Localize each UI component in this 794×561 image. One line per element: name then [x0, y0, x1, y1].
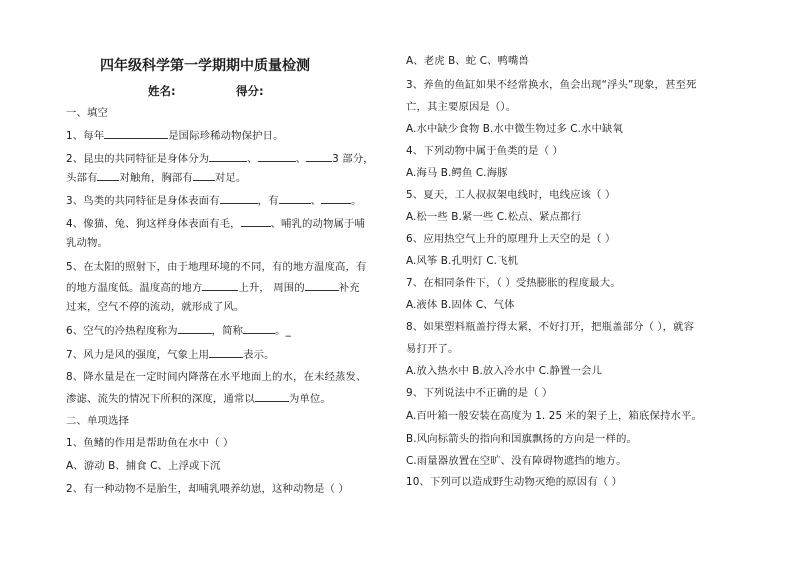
question-choice-10: 10、下列可以造成野生动物灭绝的原因有（ ）: [406, 476, 623, 488]
answer-blank[interactable]: [202, 280, 238, 291]
question-fill-5-cont: 的地方温度低。温度高的地方 上升， 周围的 补充: [66, 282, 360, 294]
question-fill-7: 7、风力是风的强度，气象上用 表示。: [66, 349, 275, 361]
question-fill-2: 2、昆虫的共同特征是身体分为 、 、 3 部分，: [66, 153, 374, 165]
answer-blank[interactable]: [305, 280, 339, 291]
answer-blank[interactable]: [241, 216, 271, 227]
question-choice-3-cont: 亡，其主要原因是（）。: [406, 101, 517, 113]
question-fill-3: 3、鸟类的共同特征是身体表面有 ，有 、 。: [66, 195, 362, 207]
question-choice-6: 6、应用热空气上升的原理升上天空的是（ ）: [406, 233, 616, 245]
answer-blank[interactable]: [255, 391, 289, 402]
answer-blank[interactable]: [306, 151, 332, 162]
page-title: 四年级科学第一学期期中质量检测: [100, 58, 310, 74]
question-choice-8: 8、如果塑料瓶盖拧得太紧，不好打开，把瓶盖部分（ ），就容: [406, 321, 695, 333]
question-choice-4-options: A.海马 B.鳄鱼 C.海豚: [406, 167, 508, 179]
question-fill-1: 1、每年 是国际珍稀动物保护日。: [66, 130, 284, 142]
question-choice-5: 5、夏天，工人叔叔架电线时，电线应该（ ）: [406, 189, 616, 201]
score-label: 得分:: [236, 84, 264, 98]
section-heading-choice: 二、单项选择: [66, 415, 129, 427]
question-choice-9-option-c: C.雨量器放置在空旷、没有障碍物遮挡的地方。: [406, 455, 627, 467]
question-choice-8-cont: 易打开了。: [406, 343, 459, 355]
answer-blank[interactable]: [178, 323, 212, 334]
question-choice-1: 1、鱼鳍的作用是帮助鱼在水中（ ）: [66, 437, 234, 449]
answer-blank[interactable]: [209, 347, 243, 358]
answer-blank[interactable]: [97, 170, 119, 181]
question-fill-5: 5、在太阳的照射下，由于地理环境的不同，有的地方温度高，有: [66, 261, 367, 273]
question-choice-2: 2、有一种动物不是胎生，却哺乳喂养幼崽，这种动物是（ ）: [66, 483, 349, 495]
answer-blank[interactable]: [193, 170, 215, 181]
question-choice-5-options: A.松一些 B.紧一些 C.松点、紧点都行: [406, 211, 581, 223]
question-choice-4: 4、下列动物中属于鱼类的是（ ）: [406, 145, 563, 157]
section-heading-fill: 一、填空: [66, 107, 108, 119]
answer-blank[interactable]: [220, 193, 258, 204]
question-choice-9-option-b: B.风向标箭头的指向和国旗飘扬的方向是一样的。: [406, 433, 637, 445]
question-choice-9: 9、下列说法中不正确的是（ ）: [406, 387, 553, 399]
answer-blank[interactable]: [104, 128, 168, 139]
question-fill-8-cont: 渗滤、流失的情况下所积的深度，通常以 为单位。: [66, 393, 331, 405]
question-choice-2-options: A、老虎 B、蛇 C、鸭嘴兽: [406, 55, 530, 67]
answer-blank[interactable]: [258, 151, 296, 162]
question-fill-8: 8、降水量是在一定时间内降落在水平地面上的水，在未经蒸发、: [66, 371, 367, 383]
question-fill-6: 6、空气的冷热程度称为 ，简称 。_: [66, 325, 291, 337]
name-label: 姓名:: [148, 84, 176, 98]
question-fill-4-cont: 乳动物。: [66, 237, 108, 249]
question-fill-4: 4、像猫、兔、狗这样身体表面有毛， 、哺乳的动物属于哺: [66, 218, 365, 230]
question-choice-6-options: A.风筝 B.孔明灯 C.飞机: [406, 255, 519, 267]
question-choice-3: 3、养鱼的鱼缸如果不经常换水，鱼会出现“浮头”现象，甚至死: [406, 79, 697, 91]
question-choice-3-options: A.水中缺少食物 B.水中微生物过多 C.水中缺氧: [406, 123, 623, 135]
question-fill-5-cont2: 过来，空气不停的流动，就形成了风。: [66, 301, 245, 313]
answer-blank[interactable]: [209, 151, 247, 162]
question-choice-1-options: A、游动 B、捕食 C、上浮或下沉: [66, 460, 221, 472]
answer-blank[interactable]: [243, 323, 275, 334]
answer-blank[interactable]: [321, 193, 351, 204]
question-choice-7: 7、在相同条件下，（ ）受热膨胀的程度最大。: [406, 277, 621, 289]
answer-blank[interactable]: [279, 193, 311, 204]
question-choice-8-options: A.放入热水中 B.放入冷水中 C.静置一会儿: [406, 365, 602, 377]
question-choice-9-option-a: A.百叶箱一般安装在高度为 1. 25 米的架子上，箱底保持水平。: [406, 410, 702, 422]
question-fill-2-cont: 头部有 对触角，胸部有 对足。: [66, 172, 247, 184]
question-choice-7-options: A.液体 B.固体 C、气体: [406, 299, 515, 311]
